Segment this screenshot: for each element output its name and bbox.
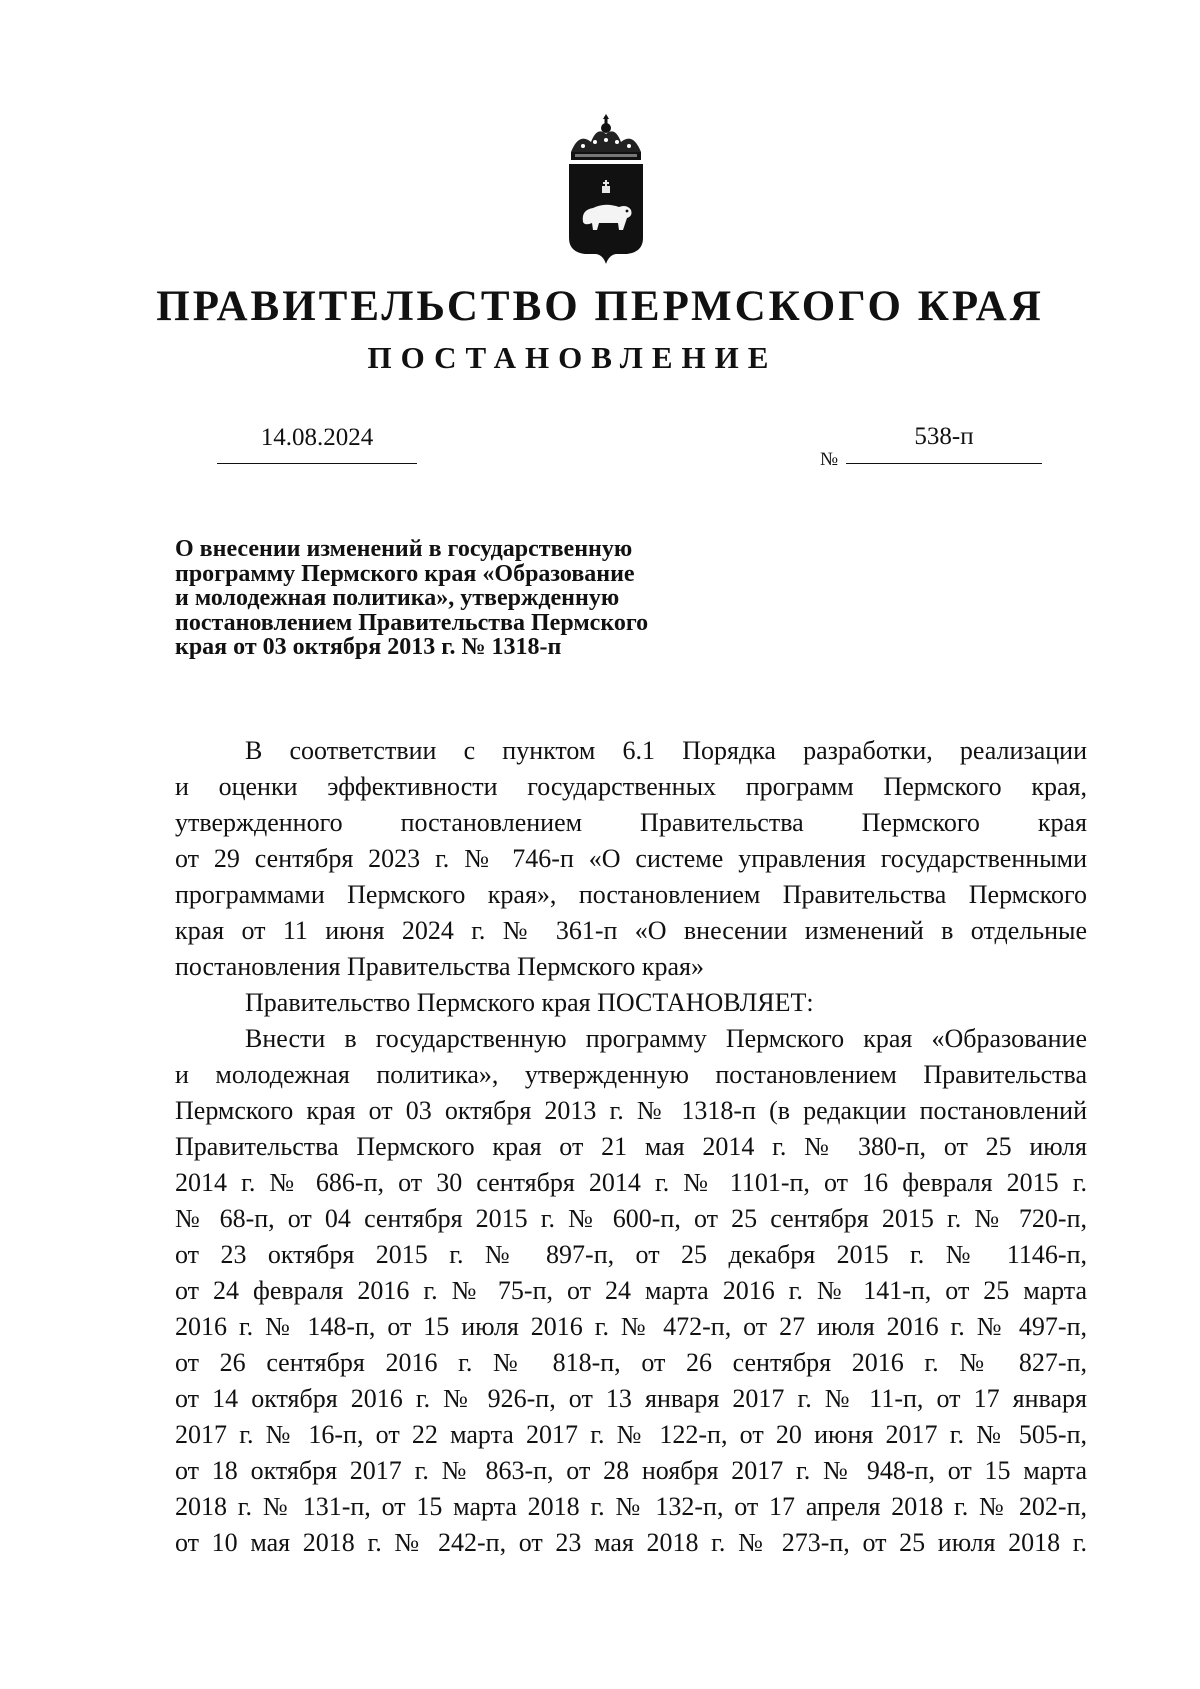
organization-title: ПРАВИТЕЛЬСТВО ПЕРМСКОГО КРАЯ (156, 283, 1044, 330)
body-line: от 24 февраля 2016 г. № 75-п, от 24 марта 2016 г. № 141-п, от 25 марта (175, 1276, 1087, 1305)
subject-line: и молодежная политика», утвержденную (175, 585, 620, 611)
body-line: от 23 октября 2015 г. № 897-п, от 25 декабря 2015 г. № 1146-п, (175, 1240, 1087, 1269)
body-line: программами Пермского края», постановлением Правительства Пермского (175, 880, 1087, 909)
number-sign: № (820, 449, 839, 470)
body-line: 2016 г. № 148-п, от 15 июля 2016 г. № 472-п, от 27 июля 2016 г. № 497-п, (175, 1312, 1087, 1341)
subject-line: программу Пермского края «Образование (175, 560, 635, 587)
body-line: № 68-п, от 04 сентября 2015 г. № 600-п, от 25 сентября 2015 г. № 720-п, (175, 1204, 1087, 1233)
date-underline (217, 463, 417, 464)
body-line: края от 11 июня 2024 г. № 361-п «О внесении изменений в отдельные (175, 916, 1087, 945)
perm-krai-coat-of-arms-icon (561, 112, 651, 268)
document-type: ПОСТАНОВЛЕНИЕ (367, 340, 778, 375)
subject-line: О внесении изменений в государственную (175, 536, 633, 562)
body-line: В соответствии с пунктом 6.1 Порядка разработки, реализации (245, 736, 1087, 765)
body-line: от 26 сентября 2016 г. № 818-п, от 26 сентября 2016 г. № 827-п, (175, 1348, 1087, 1377)
document-date: 14.08.2024 (260, 424, 374, 451)
body-line: от 10 мая 2018 г. № 242-п, от 23 мая 2018 г. № 273-п, от 25 июля 2018 г. (175, 1528, 1087, 1557)
body-line: постановления Правительства Пермского края» (175, 952, 704, 981)
body-line: Пермского края от 03 октября 2013 г. № 1318-п (в редакции постановлений (175, 1096, 1087, 1125)
document-body (175, 733, 1087, 1561)
resolution-line: Правительство Пермского края ПОСТАНОВЛЯЕТ: (245, 988, 814, 1017)
subject-line: постановлением Правительства Пермского (175, 609, 649, 636)
body-line: от 14 октября 2016 г. № 926-п, от 13 января 2017 г. № 11-п, от 17 января (175, 1384, 1087, 1413)
document-subject (175, 537, 735, 660)
body-line: и оценки эффективности государственных программ Пермского края, (175, 772, 1087, 801)
body-line: Правительства Пермского края от 21 мая 2014 г. № 380-п, от 25 июля (175, 1132, 1087, 1161)
subject-line: края от 03 октября 2013 г. № 1318-п (175, 634, 562, 660)
body-line: 2014 г. № 686-п, от 30 сентября 2014 г. № 1101-п, от 16 февраля 2015 г. (175, 1168, 1087, 1197)
body-line: от 18 октября 2017 г. № 863-п, от 28 ноября 2017 г. № 948-п, от 15 марта (175, 1456, 1087, 1485)
number-underline (846, 463, 1042, 464)
document-number: 538-п (914, 423, 974, 450)
body-line: от 29 сентября 2023 г. № 746-п «О системе управления государственными (175, 844, 1087, 873)
body-line: утвержденного постановлением Правительства Пермского края (175, 808, 1087, 837)
body-line: Внести в государственную программу Пермского края «Образование (245, 1024, 1087, 1053)
body-line: 2017 г. № 16-п, от 22 марта 2017 г. № 122-п, от 20 июня 2017 г. № 505-п, (175, 1420, 1087, 1449)
body-line: и молодежная политика», утвержденную постановлением Правительства (175, 1060, 1087, 1089)
body-line: 2018 г. № 131-п, от 15 марта 2018 г. № 132-п, от 17 апреля 2018 г. № 202-п, (175, 1492, 1087, 1521)
